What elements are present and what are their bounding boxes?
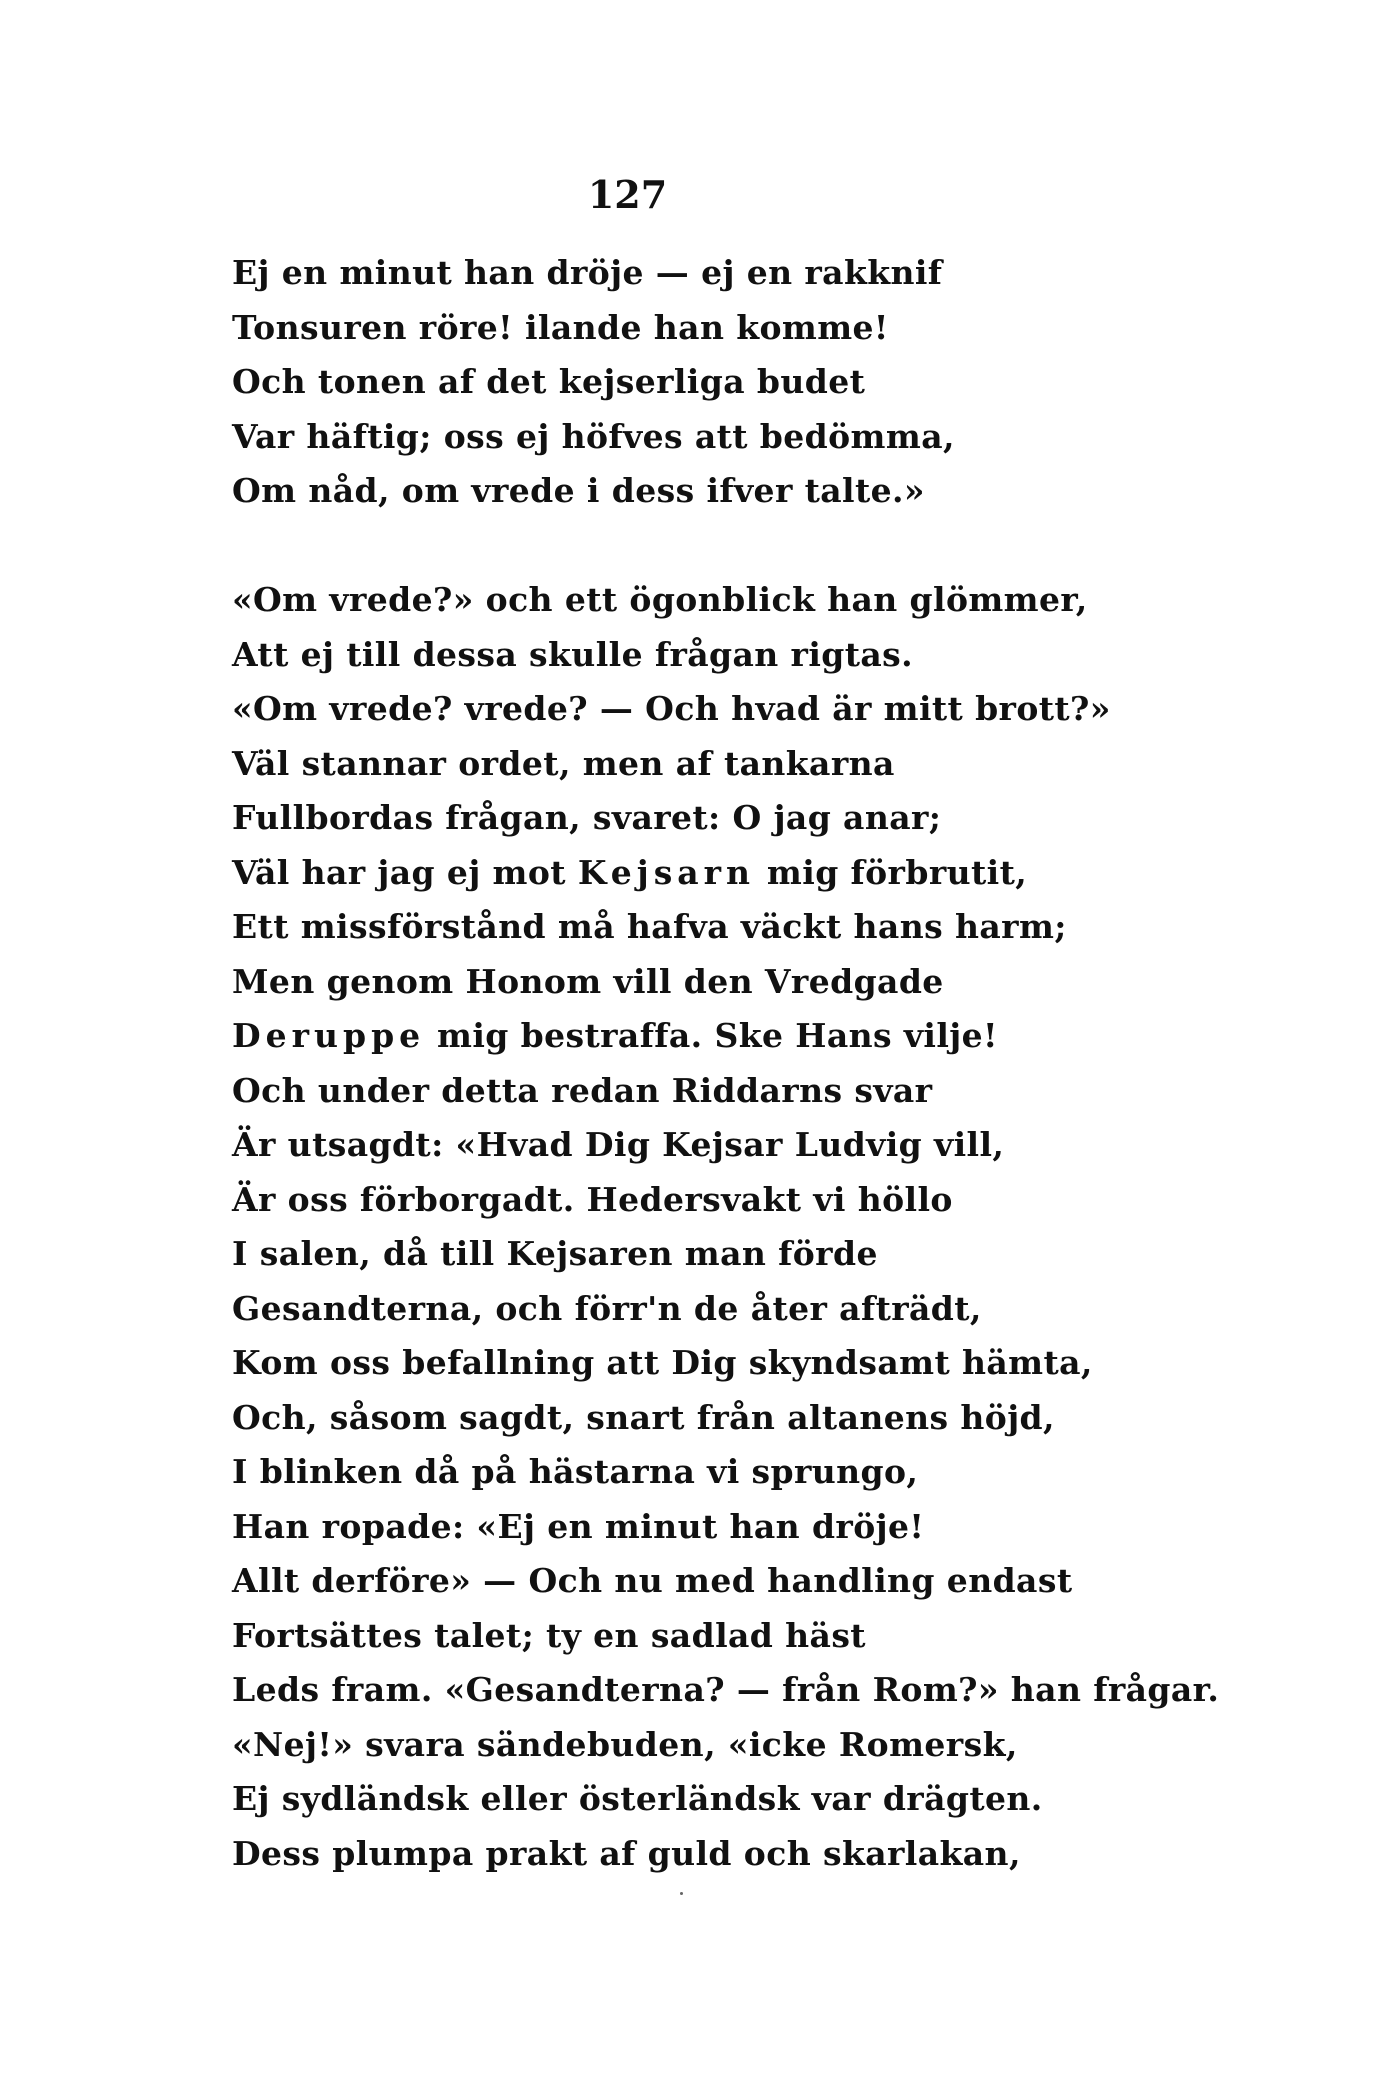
verse-line: Är oss förborgadt. Hedersvakt vi höllo <box>232 1179 953 1219</box>
verse-line: Är utsagdt: «Hvad Dig Kejsar Ludvig vill, <box>232 1125 1005 1164</box>
verse-text: Väl har jag ej mot <box>232 852 578 892</box>
verse-line: Fortsättes talet; ty en sadlad häst <box>232 1615 866 1655</box>
verse-line: Men genom Honom vill den Vredgade <box>232 961 944 1001</box>
emphasized-word: Deruppe <box>232 1016 426 1055</box>
verse-line: Han ropade: «Ej en minut han dröje! <box>232 1506 925 1546</box>
verse-line: Dess plumpa prakt af guld och skarlakan, <box>232 1833 1021 1873</box>
verse-line: Leds fram. «Gesandterna? — från Rom?» han frågar. <box>232 1670 1220 1709</box>
ink-speck <box>680 1892 683 1895</box>
verse-line <box>232 1009 1232 1064</box>
verse-line: Och, såsom sagdt, snart från altanens höjd, <box>232 1397 1055 1437</box>
verse-text: mig bestraffa. Ske Hans vilje! <box>425 1016 998 1055</box>
verse-text: mig förbrutit, <box>755 852 1028 892</box>
verse-line: Gesandterna, och förr'n de åter afträdt, <box>232 1288 982 1328</box>
verse-line: Tonsuren röre! ilande han komme! <box>232 307 889 347</box>
verse-line: Allt derföre» — Och nu med handling endast <box>232 1561 1073 1600</box>
verse-line: Ej en minut han dröje — ej en rakknif <box>232 253 943 292</box>
verse-line: Ett missförstånd må hafva väckt hans harm; <box>232 907 1067 946</box>
verse-line: «Om vrede?» och ett ögonblick han glömmer, <box>232 580 1088 619</box>
verse-line: Kom oss befallning att Dig skyndsamt hämta, <box>232 1343 1093 1382</box>
stanza-1 <box>232 246 1232 519</box>
emphasized-word: Kejsarn <box>577 852 756 892</box>
verse-line <box>232 846 1232 901</box>
verse-line: I blinken då på hästarna vi sprungo, <box>232 1452 919 1491</box>
page-number: 127 <box>587 172 668 217</box>
verse-line: I salen, då till Kejsaren man förde <box>232 1234 878 1273</box>
verse-line: Om nåd, om vrede i dess ifver talte.» <box>232 471 925 510</box>
verse-line: Var häftig; oss ej höfves att bedömma, <box>232 416 955 456</box>
stanza-2 <box>232 573 1232 1881</box>
verse-line: Fullbordas frågan, svaret: O jag anar; <box>232 798 942 837</box>
verse-line: Och under detta redan Riddarns svar <box>232 1070 933 1110</box>
verse-line: «Nej!» svara sändebuden, «icke Romersk, <box>232 1724 1018 1764</box>
verse-line: Och tonen af det kejserliga budet <box>232 362 866 401</box>
verse-line: Ej sydländsk eller österländsk var drägten. <box>232 1779 1043 1818</box>
verse-line: Att ej till dessa skulle frågan rigtas. <box>232 634 914 674</box>
verse-line: Väl stannar ordet, men af tankarna <box>232 743 895 783</box>
verse-line: «Om vrede? vrede? — Och hvad är mitt brott?» <box>232 689 1111 728</box>
